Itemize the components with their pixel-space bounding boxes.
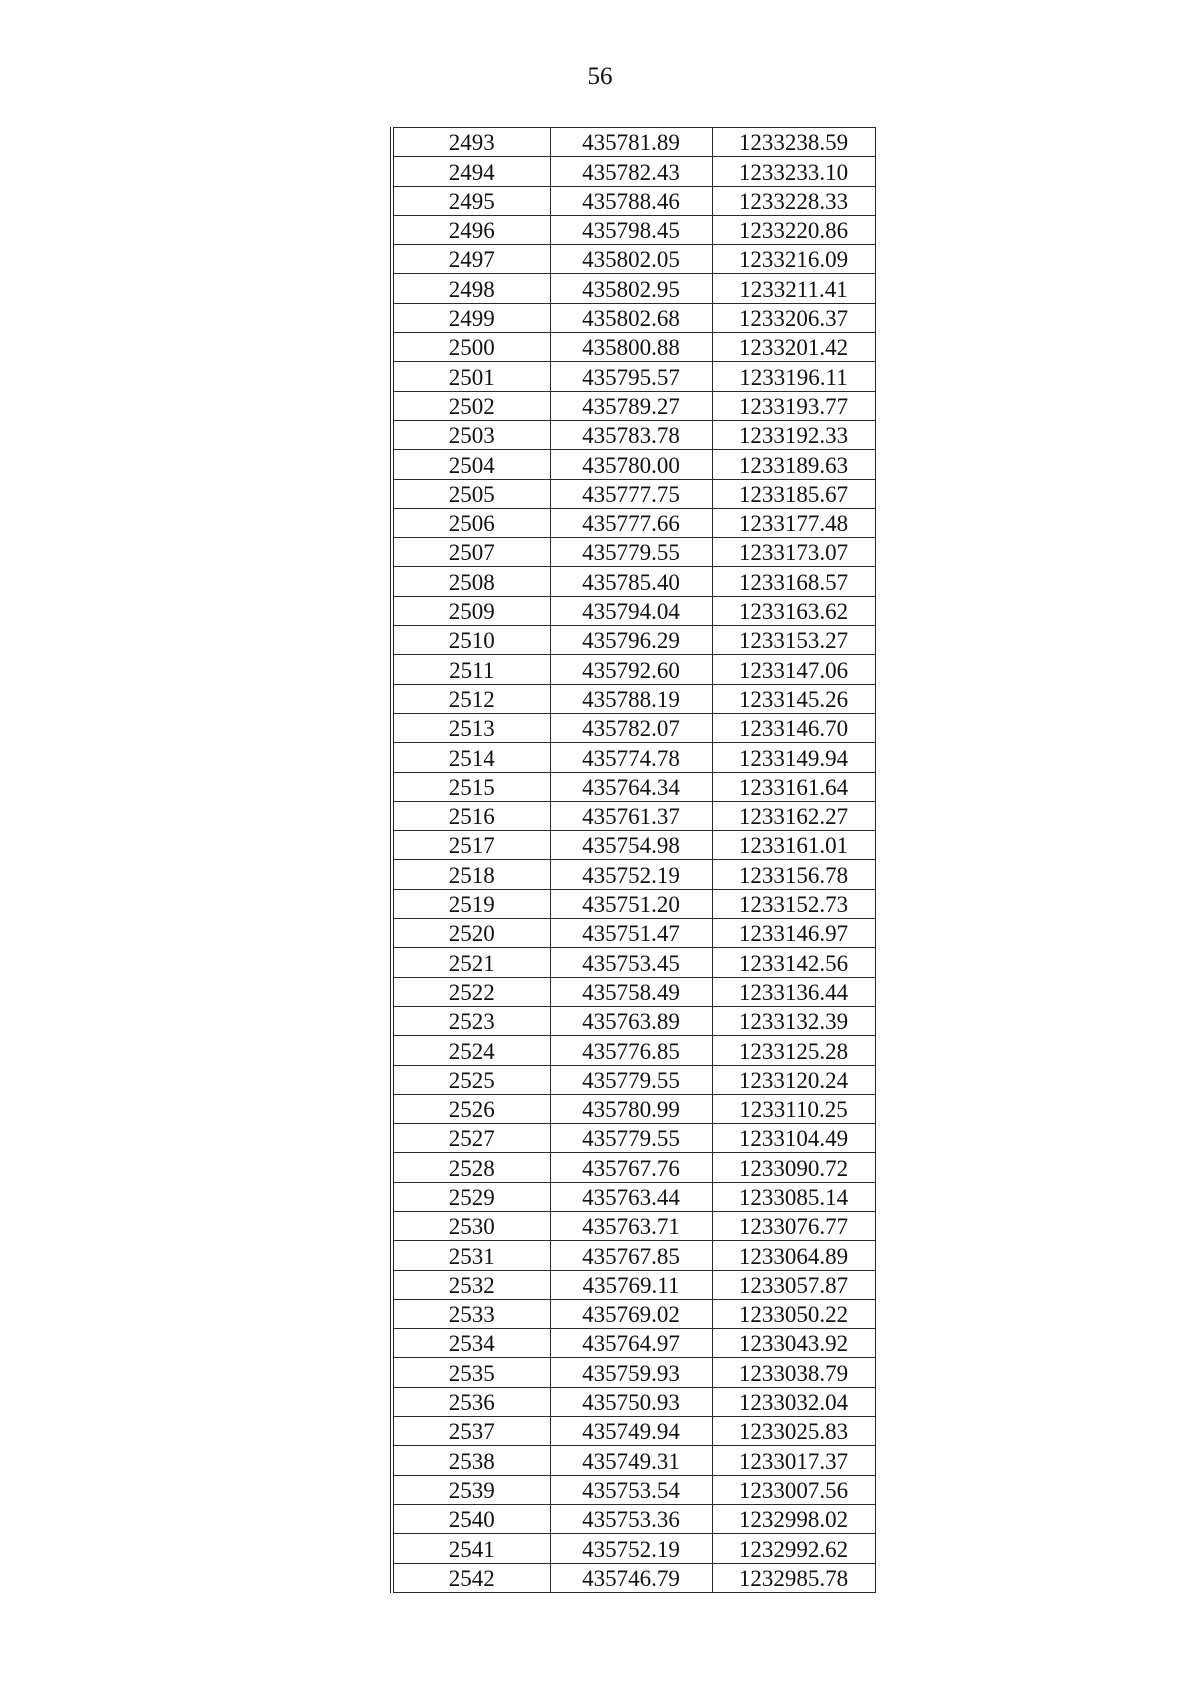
table-row — [392, 362, 875, 391]
y-coordinate-cell: 1233104.49 — [712, 1124, 875, 1153]
x-coordinate-cell: 435794.04 — [550, 596, 712, 625]
table-row — [392, 1329, 875, 1358]
point-number-cell: 2519 — [392, 889, 550, 918]
point-number-cell: 2539 — [392, 1475, 550, 1504]
table-row — [392, 1504, 875, 1533]
y-coordinate-cell: 1233201.42 — [712, 333, 875, 362]
y-coordinate-cell: 1233038.79 — [712, 1358, 875, 1387]
y-coordinate-cell: 1233050.22 — [712, 1299, 875, 1328]
x-coordinate-cell: 435782.07 — [550, 713, 712, 742]
y-coordinate-cell: 1233145.26 — [712, 684, 875, 713]
point-number-cell: 2514 — [392, 743, 550, 772]
y-coordinate-cell: 1233177.48 — [712, 508, 875, 537]
y-coordinate-cell: 1233110.25 — [712, 1094, 875, 1123]
table-row — [392, 977, 875, 1006]
y-coordinate-cell: 1233220.86 — [712, 215, 875, 244]
table-row — [392, 1534, 875, 1563]
y-coordinate-cell: 1233007.56 — [712, 1475, 875, 1504]
y-coordinate-cell: 1233085.14 — [712, 1182, 875, 1211]
point-number-cell: 2538 — [392, 1446, 550, 1475]
point-number-cell: 2502 — [392, 391, 550, 420]
point-number-cell: 2516 — [392, 801, 550, 830]
x-coordinate-cell: 435802.68 — [550, 303, 712, 332]
y-coordinate-cell: 1233238.59 — [712, 128, 875, 157]
table-row — [392, 274, 875, 303]
table-row — [392, 1563, 875, 1592]
table-row — [392, 1006, 875, 1035]
x-coordinate-cell: 435749.94 — [550, 1417, 712, 1446]
point-number-cell: 2531 — [392, 1241, 550, 1270]
table-row — [392, 1475, 875, 1504]
point-number-cell: 2527 — [392, 1124, 550, 1153]
y-coordinate-cell: 1233017.37 — [712, 1446, 875, 1475]
y-coordinate-cell: 1233146.70 — [712, 713, 875, 742]
table-row — [392, 772, 875, 801]
y-coordinate-cell: 1233136.44 — [712, 977, 875, 1006]
y-coordinate-cell: 1233156.78 — [712, 860, 875, 889]
y-coordinate-cell: 1233173.07 — [712, 538, 875, 567]
x-coordinate-cell: 435781.89 — [550, 128, 712, 157]
y-coordinate-cell: 1233196.11 — [712, 362, 875, 391]
x-coordinate-cell: 435764.34 — [550, 772, 712, 801]
x-coordinate-cell: 435746.79 — [550, 1563, 712, 1592]
page-number: 56 — [587, 63, 613, 90]
table-row — [392, 1241, 875, 1270]
point-number-cell: 2507 — [392, 538, 550, 567]
point-number-cell: 2513 — [392, 713, 550, 742]
x-coordinate-cell: 435776.85 — [550, 1036, 712, 1065]
table-row — [392, 1299, 875, 1328]
y-coordinate-cell: 1233233.10 — [712, 157, 875, 186]
x-coordinate-cell: 435774.78 — [550, 743, 712, 772]
table-row — [392, 1446, 875, 1475]
y-coordinate-cell: 1233076.77 — [712, 1211, 875, 1240]
point-number-cell: 2533 — [392, 1299, 550, 1328]
x-coordinate-cell: 435764.97 — [550, 1329, 712, 1358]
point-number-cell: 2493 — [392, 128, 550, 157]
point-number-cell: 2534 — [392, 1329, 550, 1358]
point-number-cell: 2523 — [392, 1006, 550, 1035]
x-coordinate-cell: 435763.89 — [550, 1006, 712, 1035]
y-coordinate-cell: 1233057.87 — [712, 1270, 875, 1299]
point-number-cell: 2512 — [392, 684, 550, 713]
y-coordinate-cell: 1233162.27 — [712, 801, 875, 830]
x-coordinate-cell: 435795.57 — [550, 362, 712, 391]
x-coordinate-cell: 435761.37 — [550, 801, 712, 830]
table-row — [392, 1387, 875, 1416]
table-row — [392, 538, 875, 567]
point-number-cell: 2515 — [392, 772, 550, 801]
table-row — [392, 128, 875, 157]
table-row — [392, 157, 875, 186]
y-coordinate-cell: 1233161.64 — [712, 772, 875, 801]
table-row — [392, 889, 875, 918]
point-number-cell: 2535 — [392, 1358, 550, 1387]
point-number-cell: 2499 — [392, 303, 550, 332]
y-coordinate-cell: 1233125.28 — [712, 1036, 875, 1065]
x-coordinate-cell: 435788.46 — [550, 186, 712, 215]
table-row — [392, 508, 875, 537]
x-coordinate-cell: 435798.45 — [550, 215, 712, 244]
x-coordinate-cell: 435780.00 — [550, 450, 712, 479]
y-coordinate-cell: 1233211.41 — [712, 274, 875, 303]
x-coordinate-cell: 435753.45 — [550, 948, 712, 977]
point-number-cell: 2504 — [392, 450, 550, 479]
table-row — [392, 1036, 875, 1065]
y-coordinate-cell: 1233228.33 — [712, 186, 875, 215]
point-number-cell: 2518 — [392, 860, 550, 889]
y-coordinate-cell: 1233152.73 — [712, 889, 875, 918]
y-coordinate-cell: 1233206.37 — [712, 303, 875, 332]
point-number-cell: 2517 — [392, 831, 550, 860]
point-number-cell: 2500 — [392, 333, 550, 362]
table-row — [392, 303, 875, 332]
table-row — [392, 1153, 875, 1182]
table-row — [392, 626, 875, 655]
table-row — [392, 391, 875, 420]
table-row — [392, 801, 875, 830]
x-coordinate-cell: 435777.75 — [550, 479, 712, 508]
table-row — [392, 245, 875, 274]
table-row — [392, 1417, 875, 1446]
y-coordinate-cell: 1233043.92 — [712, 1329, 875, 1358]
y-coordinate-cell: 1233142.56 — [712, 948, 875, 977]
table-row — [392, 948, 875, 977]
coordinates-table — [390, 127, 876, 1593]
y-coordinate-cell: 1233120.24 — [712, 1065, 875, 1094]
point-number-cell: 2511 — [392, 655, 550, 684]
x-coordinate-cell: 435752.19 — [550, 1534, 712, 1563]
x-coordinate-cell: 435759.93 — [550, 1358, 712, 1387]
table-row — [392, 1124, 875, 1153]
table-row — [392, 567, 875, 596]
y-coordinate-cell: 1233147.06 — [712, 655, 875, 684]
y-coordinate-cell: 1232998.02 — [712, 1504, 875, 1533]
point-number-cell: 2540 — [392, 1504, 550, 1533]
x-coordinate-cell: 435782.43 — [550, 157, 712, 186]
x-coordinate-cell: 435751.47 — [550, 919, 712, 948]
table-row — [392, 1270, 875, 1299]
x-coordinate-cell: 435788.19 — [550, 684, 712, 713]
x-coordinate-cell: 435752.19 — [550, 860, 712, 889]
table-row — [392, 596, 875, 625]
x-coordinate-cell: 435753.54 — [550, 1475, 712, 1504]
table-row — [392, 713, 875, 742]
point-number-cell: 2494 — [392, 157, 550, 186]
y-coordinate-cell: 1233090.72 — [712, 1153, 875, 1182]
y-coordinate-cell: 1233153.27 — [712, 626, 875, 655]
table-row — [392, 1211, 875, 1240]
x-coordinate-cell: 435779.55 — [550, 538, 712, 567]
point-number-cell: 2509 — [392, 596, 550, 625]
point-number-cell: 2495 — [392, 186, 550, 215]
table-row — [392, 1358, 875, 1387]
x-coordinate-cell: 435754.98 — [550, 831, 712, 860]
x-coordinate-cell: 435792.60 — [550, 655, 712, 684]
y-coordinate-cell: 1232985.78 — [712, 1563, 875, 1592]
point-number-cell: 2537 — [392, 1417, 550, 1446]
x-coordinate-cell: 435789.27 — [550, 391, 712, 420]
y-coordinate-cell: 1233025.83 — [712, 1417, 875, 1446]
x-coordinate-cell: 435779.55 — [550, 1124, 712, 1153]
x-coordinate-cell: 435777.66 — [550, 508, 712, 537]
x-coordinate-cell: 435753.36 — [550, 1504, 712, 1533]
coordinates-table-body — [392, 128, 875, 1593]
point-number-cell: 2522 — [392, 977, 550, 1006]
table-row — [392, 450, 875, 479]
y-coordinate-cell: 1233032.04 — [712, 1387, 875, 1416]
x-coordinate-cell: 435779.55 — [550, 1065, 712, 1094]
table-row — [392, 1094, 875, 1123]
y-coordinate-cell: 1233168.57 — [712, 567, 875, 596]
x-coordinate-cell: 435802.95 — [550, 274, 712, 303]
x-coordinate-cell: 435800.88 — [550, 333, 712, 362]
y-coordinate-cell: 1233149.94 — [712, 743, 875, 772]
point-number-cell: 2541 — [392, 1534, 550, 1563]
table-row — [392, 215, 875, 244]
x-coordinate-cell: 435780.99 — [550, 1094, 712, 1123]
x-coordinate-cell: 435785.40 — [550, 567, 712, 596]
x-coordinate-cell: 435769.11 — [550, 1270, 712, 1299]
table-row — [392, 831, 875, 860]
x-coordinate-cell: 435751.20 — [550, 889, 712, 918]
point-number-cell: 2528 — [392, 1153, 550, 1182]
x-coordinate-cell: 435763.44 — [550, 1182, 712, 1211]
y-coordinate-cell: 1233192.33 — [712, 420, 875, 449]
y-coordinate-cell: 1233132.39 — [712, 1006, 875, 1035]
point-number-cell: 2530 — [392, 1211, 550, 1240]
point-number-cell: 2520 — [392, 919, 550, 948]
y-coordinate-cell: 1233161.01 — [712, 831, 875, 860]
x-coordinate-cell: 435783.78 — [550, 420, 712, 449]
y-coordinate-cell: 1233189.63 — [712, 450, 875, 479]
x-coordinate-cell: 435763.71 — [550, 1211, 712, 1240]
y-coordinate-cell: 1233193.77 — [712, 391, 875, 420]
table-row — [392, 1182, 875, 1211]
table-row — [392, 919, 875, 948]
x-coordinate-cell: 435802.05 — [550, 245, 712, 274]
point-number-cell: 2503 — [392, 420, 550, 449]
table-row — [392, 860, 875, 889]
x-coordinate-cell: 435796.29 — [550, 626, 712, 655]
point-number-cell: 2525 — [392, 1065, 550, 1094]
x-coordinate-cell: 435769.02 — [550, 1299, 712, 1328]
point-number-cell: 2526 — [392, 1094, 550, 1123]
point-number-cell: 2524 — [392, 1036, 550, 1065]
point-number-cell: 2510 — [392, 626, 550, 655]
y-coordinate-cell: 1233216.09 — [712, 245, 875, 274]
point-number-cell: 2497 — [392, 245, 550, 274]
x-coordinate-cell: 435767.85 — [550, 1241, 712, 1270]
y-coordinate-cell: 1233163.62 — [712, 596, 875, 625]
table-row — [392, 186, 875, 215]
table-row — [392, 684, 875, 713]
point-number-cell: 2536 — [392, 1387, 550, 1416]
point-number-cell: 2529 — [392, 1182, 550, 1211]
point-number-cell: 2506 — [392, 508, 550, 537]
table-row — [392, 743, 875, 772]
point-number-cell: 2542 — [392, 1563, 550, 1592]
x-coordinate-cell: 435750.93 — [550, 1387, 712, 1416]
table-row — [392, 420, 875, 449]
y-coordinate-cell: 1233146.97 — [712, 919, 875, 948]
point-number-cell: 2508 — [392, 567, 550, 596]
point-number-cell: 2505 — [392, 479, 550, 508]
y-coordinate-cell: 1233064.89 — [712, 1241, 875, 1270]
table-row — [392, 655, 875, 684]
table-row — [392, 333, 875, 362]
y-coordinate-cell: 1232992.62 — [712, 1534, 875, 1563]
point-number-cell: 2498 — [392, 274, 550, 303]
x-coordinate-cell: 435749.31 — [550, 1446, 712, 1475]
x-coordinate-cell: 435767.76 — [550, 1153, 712, 1182]
x-coordinate-cell: 435758.49 — [550, 977, 712, 1006]
table-row — [392, 479, 875, 508]
point-number-cell: 2521 — [392, 948, 550, 977]
y-coordinate-cell: 1233185.67 — [712, 479, 875, 508]
point-number-cell: 2496 — [392, 215, 550, 244]
point-number-cell: 2501 — [392, 362, 550, 391]
table-row — [392, 1065, 875, 1094]
point-number-cell: 2532 — [392, 1270, 550, 1299]
